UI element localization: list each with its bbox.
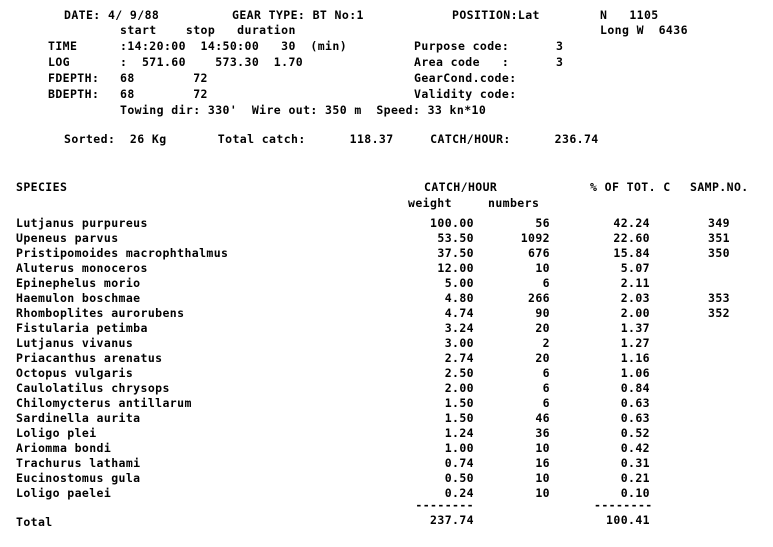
table-row: [0, 441, 773, 457]
long-value: 6436: [658, 23, 688, 37]
table-row: [0, 411, 773, 427]
fdepth-value: 68 72: [120, 71, 208, 85]
species-percent: 2.03: [620, 291, 650, 305]
species-percent: 0.21: [620, 471, 650, 485]
log-label: LOG: [48, 55, 70, 69]
species-name: Upeneus parvus: [16, 231, 119, 245]
species-name: Loligo plei: [16, 426, 97, 440]
species-weight: 37.50: [437, 246, 474, 260]
species-weight: 0.50: [444, 471, 474, 485]
species-name: Pristipomoides macrophthalmus: [16, 246, 229, 260]
species-name: Chilomycterus antillarum: [16, 396, 192, 410]
total-weight-value: 237.74: [430, 513, 474, 527]
species-sample-no: 351: [708, 231, 730, 245]
table-row: [0, 276, 773, 292]
species-numbers: 6: [542, 366, 550, 380]
species-numbers: 16: [535, 456, 550, 470]
species-numbers: 46: [535, 411, 550, 425]
species-numbers: 10: [535, 471, 550, 485]
longitude-field: [600, 23, 688, 37]
species-column-header: SPECIES: [16, 180, 68, 194]
species-weight: 12.00: [437, 261, 474, 275]
species-weight: 2.00: [444, 381, 474, 395]
species-weight: 0.74: [444, 456, 474, 470]
total-label: Total: [16, 515, 53, 529]
table-row: [0, 381, 773, 397]
table-row: [0, 366, 773, 382]
table-row: [0, 216, 773, 232]
purpose-code-value: 3: [556, 39, 564, 53]
species-name: Priacanthus arenatus: [16, 351, 163, 365]
purpose-code-label: Purpose code:: [414, 39, 510, 53]
species-weight: 2.74: [444, 351, 474, 365]
species-weight: 3.24: [444, 321, 474, 335]
species-weight: 53.50: [437, 231, 474, 245]
lat-hemisphere: N: [600, 8, 608, 22]
species-numbers: 6: [542, 396, 550, 410]
table-row: [0, 396, 773, 412]
species-name: Eucinostomus gula: [16, 471, 141, 485]
validity-code-label: Validity code:: [414, 87, 517, 101]
species-percent: 5.07: [620, 261, 650, 275]
species-weight: 1.50: [444, 411, 474, 425]
species-sample-no: 353: [708, 291, 730, 305]
species-name: Haemulon boschmae: [16, 291, 141, 305]
gear-type-label: GEAR TYPE:: [232, 8, 306, 22]
species-name: Sardinella aurita: [16, 411, 141, 425]
numbers-subheader: numbers: [488, 196, 540, 210]
species-percent: 1.37: [620, 321, 650, 335]
species-name: Rhomboplites aurorubens: [16, 306, 185, 320]
species-name: Loligo paelei: [16, 486, 112, 500]
species-name: Lutjanus purpureus: [16, 216, 148, 230]
species-percent: 1.06: [620, 366, 650, 380]
weight-total-rule: --------: [415, 498, 474, 512]
table-row: [0, 351, 773, 367]
table-row: [0, 291, 773, 307]
bdepth-value: 68 72: [120, 87, 208, 101]
species-percent: 1.16: [620, 351, 650, 365]
position-label: POSITION:Lat: [452, 8, 540, 22]
sample-number-column-header: SAMP.NO.: [690, 180, 749, 194]
gear-type-field: [232, 8, 364, 22]
time-label: TIME: [48, 39, 78, 53]
species-percent: 42.24: [613, 216, 650, 230]
species-percent: 2.11: [620, 276, 650, 290]
species-percent: 0.10: [620, 486, 650, 500]
species-numbers: 10: [535, 261, 550, 275]
latitude-field: [600, 8, 659, 22]
species-name: Trachurus lathami: [16, 456, 141, 470]
species-percent: 15.84: [613, 246, 650, 260]
species-sample-no: 350: [708, 246, 730, 260]
table-row: [0, 306, 773, 322]
towing-details: Towing dir: 330' Wire out: 350 m Speed: 33 kn*10: [120, 103, 487, 117]
species-weight: 4.74: [444, 306, 474, 320]
species-weight: 2.50: [444, 366, 474, 380]
species-numbers: 676: [528, 246, 550, 260]
species-numbers: 10: [535, 486, 550, 500]
area-code-label: Area code :: [414, 55, 510, 69]
species-weight: 0.24: [444, 486, 474, 500]
species-numbers: 56: [535, 216, 550, 230]
species-name: Aluterus monoceros: [16, 261, 148, 275]
species-numbers: 36: [535, 426, 550, 440]
date-label: DATE:: [64, 8, 101, 22]
species-weight: 5.00: [444, 276, 474, 290]
species-percent: 0.52: [620, 426, 650, 440]
table-row: [0, 261, 773, 277]
species-weight: 1.24: [444, 426, 474, 440]
species-weight: 1.00: [444, 441, 474, 455]
species-numbers: 10: [535, 441, 550, 455]
gear-type-value: BT No:1: [312, 8, 364, 22]
species-percent: 0.84: [620, 381, 650, 395]
table-row: [0, 246, 773, 262]
species-numbers: 6: [542, 381, 550, 395]
species-weight: 100.00: [430, 216, 474, 230]
table-row: [0, 426, 773, 442]
table-row: [0, 321, 773, 337]
species-numbers: 2: [542, 336, 550, 350]
log-value: : 571.60 573.30 1.70: [120, 55, 304, 69]
table-row: [0, 336, 773, 352]
species-numbers: 20: [535, 351, 550, 365]
long-label: Long: [600, 23, 630, 37]
species-name: Octopus vulgaris: [16, 366, 134, 380]
catch-summary: Sorted: 26 Kg Total catch: 118.37 CATCH/HOUR: 236.74: [64, 132, 599, 146]
species-name: Fistularia petimba: [16, 321, 148, 335]
gear-cond-code-label: GearCond.code:: [414, 71, 517, 85]
species-percent: 0.31: [620, 456, 650, 470]
date-field: [64, 8, 159, 22]
species-percent: 0.63: [620, 396, 650, 410]
table-row: [0, 486, 773, 502]
species-name: Lutjanus vivanus: [16, 336, 134, 350]
species-percent: 1.27: [620, 336, 650, 350]
total-percent-value: 100.41: [606, 513, 650, 527]
catch-hour-column-header: CATCH/HOUR: [424, 180, 498, 194]
table-row: [0, 471, 773, 487]
species-numbers: 20: [535, 321, 550, 335]
species-percent: 2.00: [620, 306, 650, 320]
long-hemisphere: W: [636, 23, 644, 37]
species-weight: 4.80: [444, 291, 474, 305]
table-row: [0, 456, 773, 472]
species-name: Epinephelus morio: [16, 276, 141, 290]
species-numbers: 266: [528, 291, 550, 305]
species-numbers: 90: [535, 306, 550, 320]
fdepth-label: FDEPTH:: [48, 71, 100, 85]
date-value: 4/ 9/88: [107, 8, 160, 22]
time-value: :14:20:00 14:50:00 30 (min): [120, 39, 348, 53]
species-numbers: 6: [542, 276, 550, 290]
area-code-value: 3: [556, 55, 564, 69]
species-sample-no: 349: [708, 216, 730, 230]
species-name: Caulolatilus chrysops: [16, 381, 170, 395]
species-numbers: 1092: [520, 231, 550, 245]
species-percent: 0.42: [620, 441, 650, 455]
table-row: [0, 231, 773, 247]
species-percent: 0.63: [620, 411, 650, 425]
bdepth-label: BDEPTH:: [48, 87, 100, 101]
weight-subheader: weight: [408, 196, 452, 210]
percent-total-column-header: % OF TOT. C: [590, 180, 671, 194]
species-name: Ariomma bondi: [16, 441, 112, 455]
species-weight: 3.00: [444, 336, 474, 350]
species-sample-no: 352: [708, 306, 730, 320]
species-percent: 22.60: [613, 231, 650, 245]
species-weight: 1.50: [444, 396, 474, 410]
percent-total-rule: --------: [594, 498, 653, 512]
start-stop-duration-header: start stop duration: [120, 23, 296, 37]
lat-value: 1105: [629, 8, 659, 22]
